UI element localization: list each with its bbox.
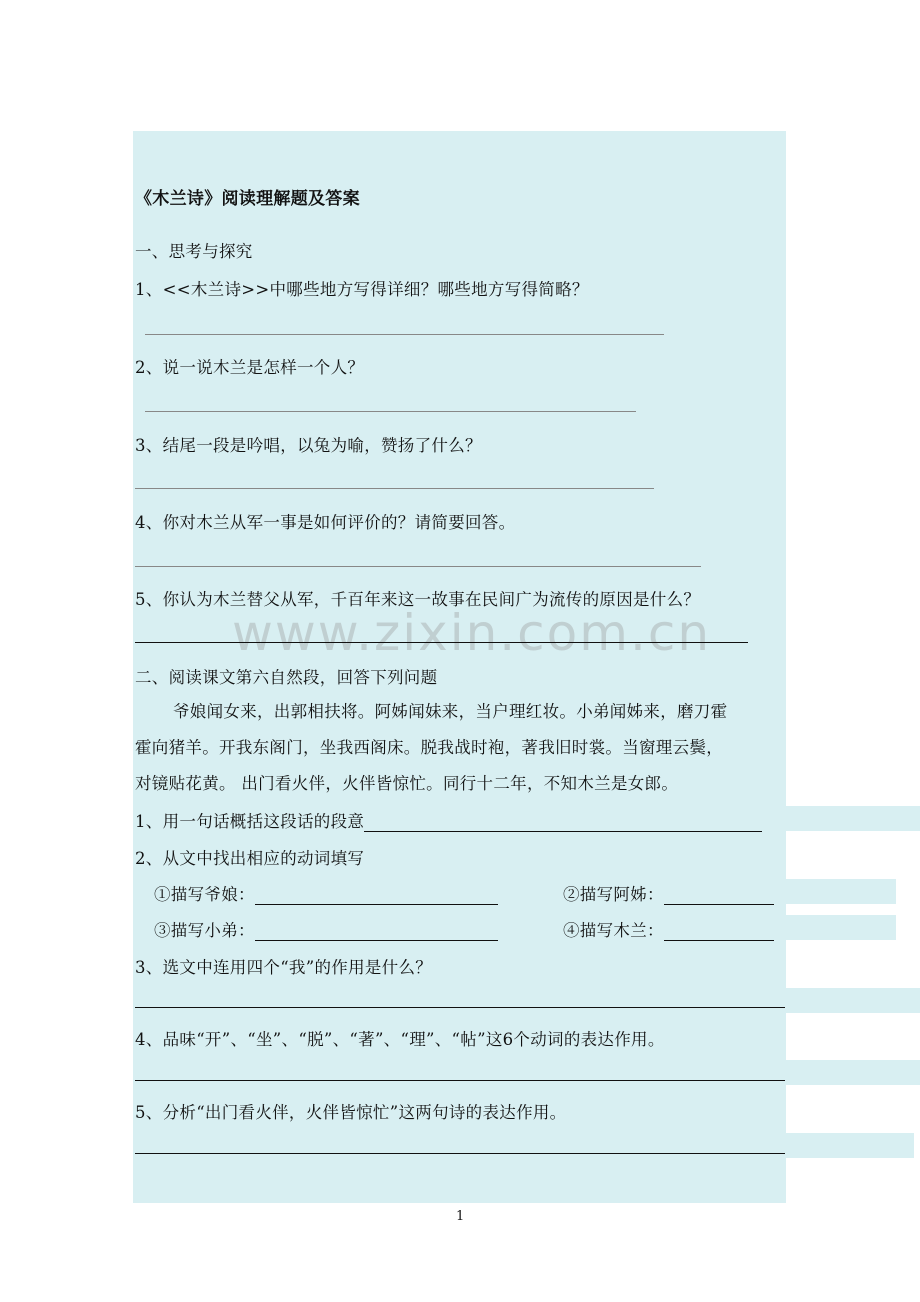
passage-line: 爷娘闻女来，出郭相扶将。阿姊闻妹来，当户理红妆。小弟闻姊来，磨刀霍 [173, 702, 728, 721]
sub-question-5: 5、分析“出门看火伴，火伴皆惊忙”这两句诗的表达作用。 [135, 1103, 567, 1122]
watermark: www.zixin.com.cn [232, 604, 712, 662]
passage-line: 霍向猪羊。开我东阁门，坐我西阁床。脱我战时袍，著我旧时裳。当窗理云鬓， [135, 738, 723, 757]
question-2: 2、说一说木兰是怎样一个人？ [135, 358, 365, 377]
answer-blank[interactable] [664, 922, 774, 941]
question-5: 5、你认为木兰替父从军，千百年来这一故事在民间广为流传的原因是什么？ [135, 590, 701, 609]
document-title: 《木兰诗》阅读理解题及答案 [135, 189, 360, 209]
fill-label: ③描写小弟： [154, 921, 255, 940]
page-number: 1 [456, 1209, 465, 1224]
answer-blank[interactable] [364, 813, 762, 832]
sub-question-4: 4、品味“开”、“坐”、“脱”、“著”、“理”、“帖”这6个动词的表达作用。 [135, 1030, 665, 1049]
fill-item [563, 917, 774, 941]
answer-blank[interactable] [255, 886, 498, 905]
fill-item [154, 917, 498, 941]
answer-line[interactable] [135, 488, 654, 489]
answer-line[interactable] [145, 334, 664, 335]
answer-blank[interactable] [255, 922, 498, 941]
highlight-extension [786, 988, 920, 1013]
answer-line[interactable] [135, 642, 748, 643]
answer-line[interactable] [135, 1080, 785, 1081]
answer-line[interactable] [145, 411, 636, 412]
fill-label: ①描写爷娘： [154, 885, 255, 904]
question-4: 4、你对木兰从军一事是如何评价的？请简要回答。 [135, 513, 516, 532]
answer-line[interactable] [135, 1007, 785, 1008]
sub-question-3: 3、选文中连用四个“我”的作用是什么？ [135, 958, 433, 977]
answer-line[interactable] [135, 566, 701, 567]
sub-question-2: 2、从文中找出相应的动词填写 [135, 849, 365, 868]
passage-line: 对镜贴花黄。 出门看火伴，火伴皆惊忙。同行十二年，不知木兰是女郎。 [135, 774, 679, 793]
highlight-extension [786, 915, 896, 940]
highlight-extension [786, 806, 920, 831]
fill-label: ②描写阿姊： [563, 885, 664, 904]
sub-question-text: 1、用一句话概括这段话的段意 [135, 812, 365, 831]
sub-question-1 [135, 808, 762, 832]
section-heading: 一、思考与探究 [135, 242, 253, 261]
fill-item [154, 881, 498, 905]
answer-line[interactable] [135, 1153, 785, 1154]
question-3: 3、结尾一段是吟唱，以兔为喻，赞扬了什么？ [135, 436, 482, 455]
highlight-extension [786, 879, 896, 904]
fill-label: ④描写木兰： [563, 921, 664, 940]
answer-blank[interactable] [664, 886, 774, 905]
highlight-extension [786, 1133, 914, 1158]
question-1: 1、<<木兰诗>>中哪些地方写得详细？哪些地方写得简略？ [135, 280, 589, 299]
highlight-extension [786, 1060, 920, 1085]
section-heading: 二、阅读课文第六自然段，回答下列问题 [135, 668, 438, 687]
fill-item [563, 881, 774, 905]
